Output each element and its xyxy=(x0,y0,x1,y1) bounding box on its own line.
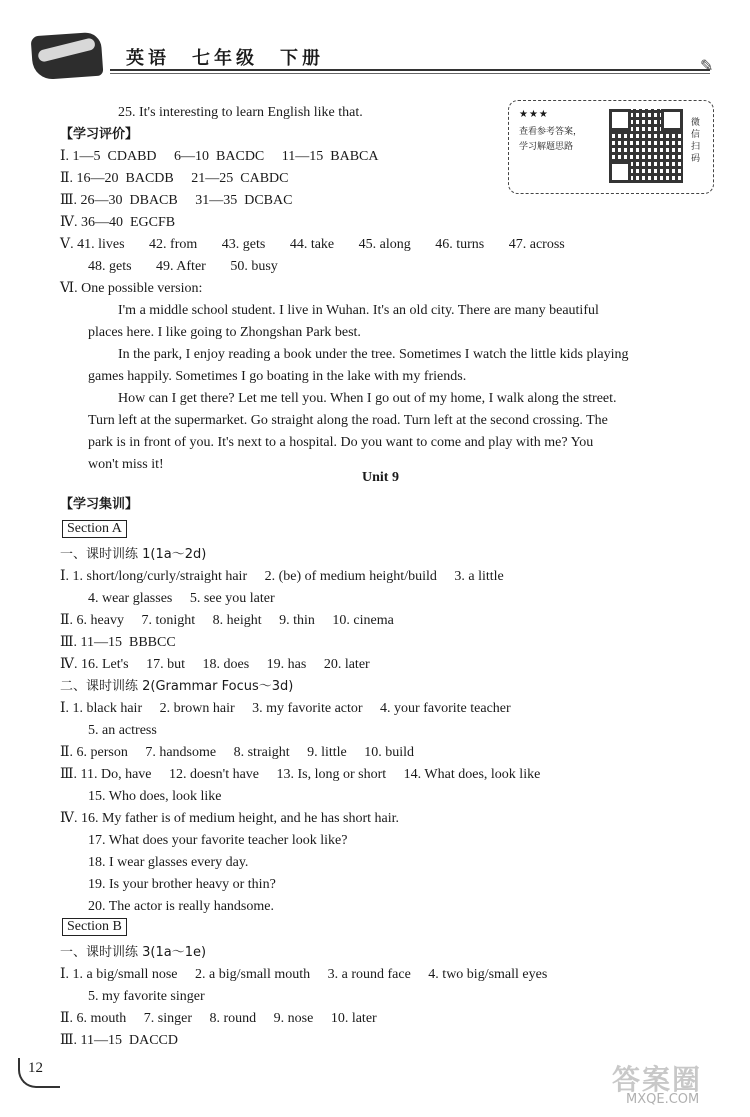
answer-line: In the park, I enjoy reading a book under the tree. Sometimes I watch the little kids playing xyxy=(118,347,629,362)
answer-line: Ⅳ. 36—40 EGCFB xyxy=(60,215,176,230)
qr-finder-icon xyxy=(609,161,631,183)
answer-line: park is in front of you. It's next to a hospital. Do you want to come and play with me? You xyxy=(88,435,594,450)
qr-caption xyxy=(519,125,582,155)
quill-icon: ✎ xyxy=(700,58,714,75)
answer-line: 25. It's interesting to learn English like that. xyxy=(118,105,363,120)
answer-line: games happily. Sometimes I go boating in the lake with my friends. xyxy=(88,369,467,384)
qr-side-label: 微信扫码 xyxy=(691,118,701,164)
qr-code-icon[interactable] xyxy=(609,109,683,183)
answer-line: Ⅱ. 6. person 7. handsome 8. straight 9. little 10. build xyxy=(60,745,415,760)
answer-line: 【学习评价】 xyxy=(60,127,139,142)
qr-stars: ★★★ xyxy=(519,109,549,120)
unit-title: Unit 9 xyxy=(362,470,399,485)
page-header-title: 英语 七年级 下册 xyxy=(126,48,324,69)
answer-line: Ⅳ. 16. Let's 17. but 18. does 19. has 20. later xyxy=(60,657,370,672)
answer-line: 48. gets 49. After 50. busy xyxy=(88,259,278,274)
answer-line: Ⅱ. 6. mouth 7. singer 8. round 9. nose 10. later xyxy=(60,1011,377,1026)
answer-line: 19. Is your brother heavy or thin? xyxy=(88,877,276,892)
answer-line: 【学习集训】 xyxy=(60,497,139,512)
header-rule-thin xyxy=(110,73,710,74)
qr-info-box xyxy=(508,100,714,194)
answer-line: 二、课时训练 2(Grammar Focus～3d) xyxy=(60,679,294,694)
answer-line: I'm a middle school student. I live in Wuhan. It's an old city. There are many beautiful xyxy=(118,303,599,318)
page-number-badge xyxy=(18,1058,60,1088)
answer-line: Ⅲ. 11—15 BBBCC xyxy=(60,635,176,650)
header-logo xyxy=(31,32,104,81)
answer-line: 17. What does your favorite teacher look like? xyxy=(88,833,348,848)
header-rule xyxy=(110,69,710,71)
watermark-url: MXQE.COM xyxy=(626,1092,700,1107)
answer-line: 一、课时训练 1(1a～2d) xyxy=(60,547,207,562)
answer-line: 4. wear glasses 5. see you later xyxy=(88,591,275,606)
answer-line: How can I get there? Let me tell you. When I go out of my home, I walk along the street. xyxy=(118,391,617,406)
watermark-logo: 答案圈 xyxy=(612,1063,703,1096)
answer-line: 5. an actress xyxy=(88,723,157,738)
answer-line: Ⅰ. 1. black hair 2. brown hair 3. my favorite actor 4. your favorite teacher xyxy=(60,701,511,716)
answer-line: Ⅳ. 16. My father is of medium height, and he has short hair. xyxy=(60,811,400,826)
qr-finder-icon xyxy=(661,109,683,131)
section-b-label: Section B xyxy=(62,918,127,936)
page-number: 12 xyxy=(28,1060,43,1076)
answer-line: places here. I like going to Zhongshan Park best. xyxy=(88,325,361,340)
answer-line: Ⅲ. 26—30 DBACB 31—35 DCBAC xyxy=(60,193,293,208)
answer-line: 一、课时训练 3(1a～1e) xyxy=(60,945,207,960)
section-a-label: Section A xyxy=(62,520,127,538)
answer-line: Ⅰ. 1. short/long/curly/straight hair 2. (be) of medium height/build 3. a little xyxy=(60,569,504,584)
qr-finder-icon xyxy=(609,109,631,131)
answer-line: Ⅴ. 41. lives 42. from 43. gets 44. take 45. along 46. turns 47. across xyxy=(60,237,565,252)
answer-line: Ⅱ. 16—20 BACDB 21—25 CABDC xyxy=(60,171,289,186)
qr-caption-line-2: 学习解题思路 xyxy=(519,142,574,152)
answer-line: Ⅰ. 1. a big/small nose 2. a big/small mouth 3. a round face 4. two big/small eyes xyxy=(60,967,548,982)
answer-line: 15. Who does, look like xyxy=(88,789,222,804)
header-logo-band xyxy=(37,37,96,63)
answer-line: Ⅱ. 6. heavy 7. tonight 8. height 9. thin 10. cinema xyxy=(60,613,394,628)
answer-line: Ⅵ. One possible version: xyxy=(60,281,203,296)
answer-line: 20. The actor is really handsome. xyxy=(88,899,274,914)
answer-line: 5. my favorite singer xyxy=(88,989,205,1004)
answer-line: Ⅲ. 11. Do, have 12. doesn't have 13. Is, long or short 14. What does, look like xyxy=(60,767,541,782)
answer-line: Ⅰ. 1—5 CDABD 6—10 BACDC 11—15 BABCA xyxy=(60,149,379,164)
answer-line: Ⅲ. 11—15 DACCD xyxy=(60,1033,178,1048)
answer-line: won't miss it! xyxy=(88,457,164,472)
qr-caption-line-1: 查看参考答案， xyxy=(519,127,583,137)
answer-line: Turn left at the supermarket. Go straight along the road. Turn left at the second crossing. The xyxy=(88,413,608,428)
answer-line: 18. I wear glasses every day. xyxy=(88,855,249,870)
